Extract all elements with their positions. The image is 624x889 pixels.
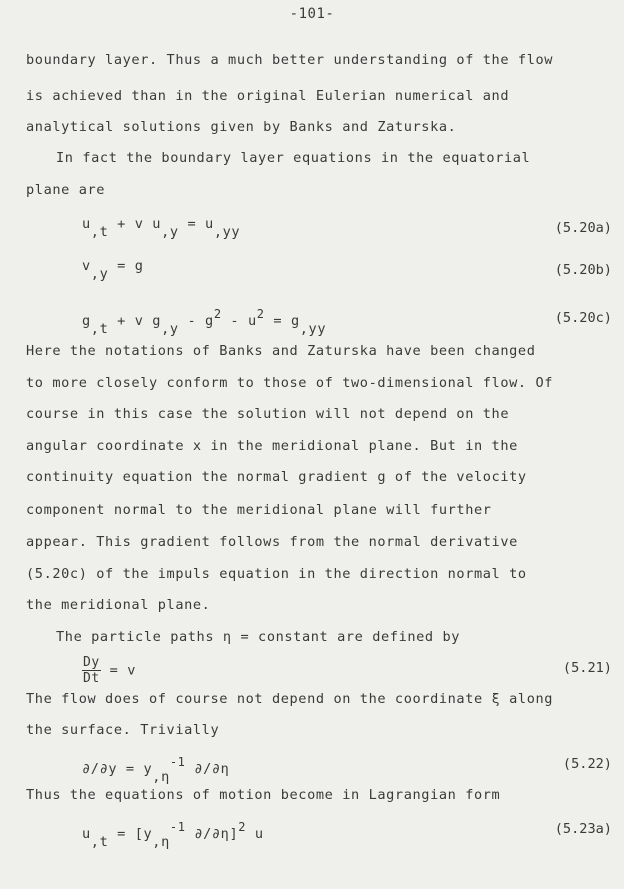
equation-number: (5.21): [562, 660, 612, 676]
equation-5-23a: $u_{,t} = [y_{,\eta}^{-1}$ ∂/∂η]$^2$ u: [82, 820, 264, 850]
text-line: Here the notations of Banks and Zaturska have been changed: [26, 343, 536, 359]
text-line: In fact the boundary layer equations in the equatorial: [56, 150, 531, 166]
equation-5-20a: $u_{,t} + v$ $u_{,y} = u_{,yy}$: [82, 216, 241, 240]
equation-5-20c: $g_{,t} + v$ $g_{,y} - g^2 - u^2 = g_{,yy}$: [82, 307, 327, 337]
text-line: continuity equation the normal gradient g of the velocity: [26, 469, 527, 485]
text-line: The particle paths η = constant are defined by: [56, 629, 461, 645]
equation-5-22: $\partial/\partial y = y_{,\eta}^{-1}$ ∂/∂η: [82, 755, 230, 785]
text-line: Thus the equations of motion become in Lagrangian form: [26, 787, 501, 803]
equation-number: (5.20b): [554, 262, 612, 278]
text-line: component normal to the meridional plane will further: [26, 502, 492, 518]
text-line: the meridional plane.: [26, 597, 211, 613]
equation-number: (5.23a): [554, 821, 612, 837]
text-line: the surface. Trivially: [26, 722, 220, 738]
text-line: appear. This gradient follows from the normal derivative: [26, 534, 518, 550]
text-line: (5.20c) of the impuls equation in the direction normal to: [26, 566, 527, 582]
equation-5-20b: $v_{,y} = g$: [82, 258, 144, 282]
text-line: plane are: [26, 182, 106, 198]
text-line: boundary layer. Thus a much better understanding of the flow: [26, 52, 554, 68]
text-line: is achieved than in the original Eulerian numerical and: [26, 88, 510, 104]
page-number: -101-: [289, 6, 335, 22]
equation-5-21: $\frac{Dy}{Dt}$ = v: [83, 655, 136, 686]
text-line: analytical solutions given by Banks and Zaturska.: [26, 119, 457, 135]
text-line: course in this case the solution will not depend on the: [26, 406, 510, 422]
equation-number: (5.22): [562, 756, 612, 772]
text-line: to more closely conform to those of two-dimensional flow. Of: [26, 375, 554, 391]
equation-number: (5.20c): [554, 310, 612, 326]
text-line: angular coordinate x in the meridional plane. But in the: [26, 438, 518, 454]
equation-number: (5.20a): [554, 220, 612, 236]
text-line: The flow does of course not depend on the coordinate ξ along: [26, 691, 554, 707]
